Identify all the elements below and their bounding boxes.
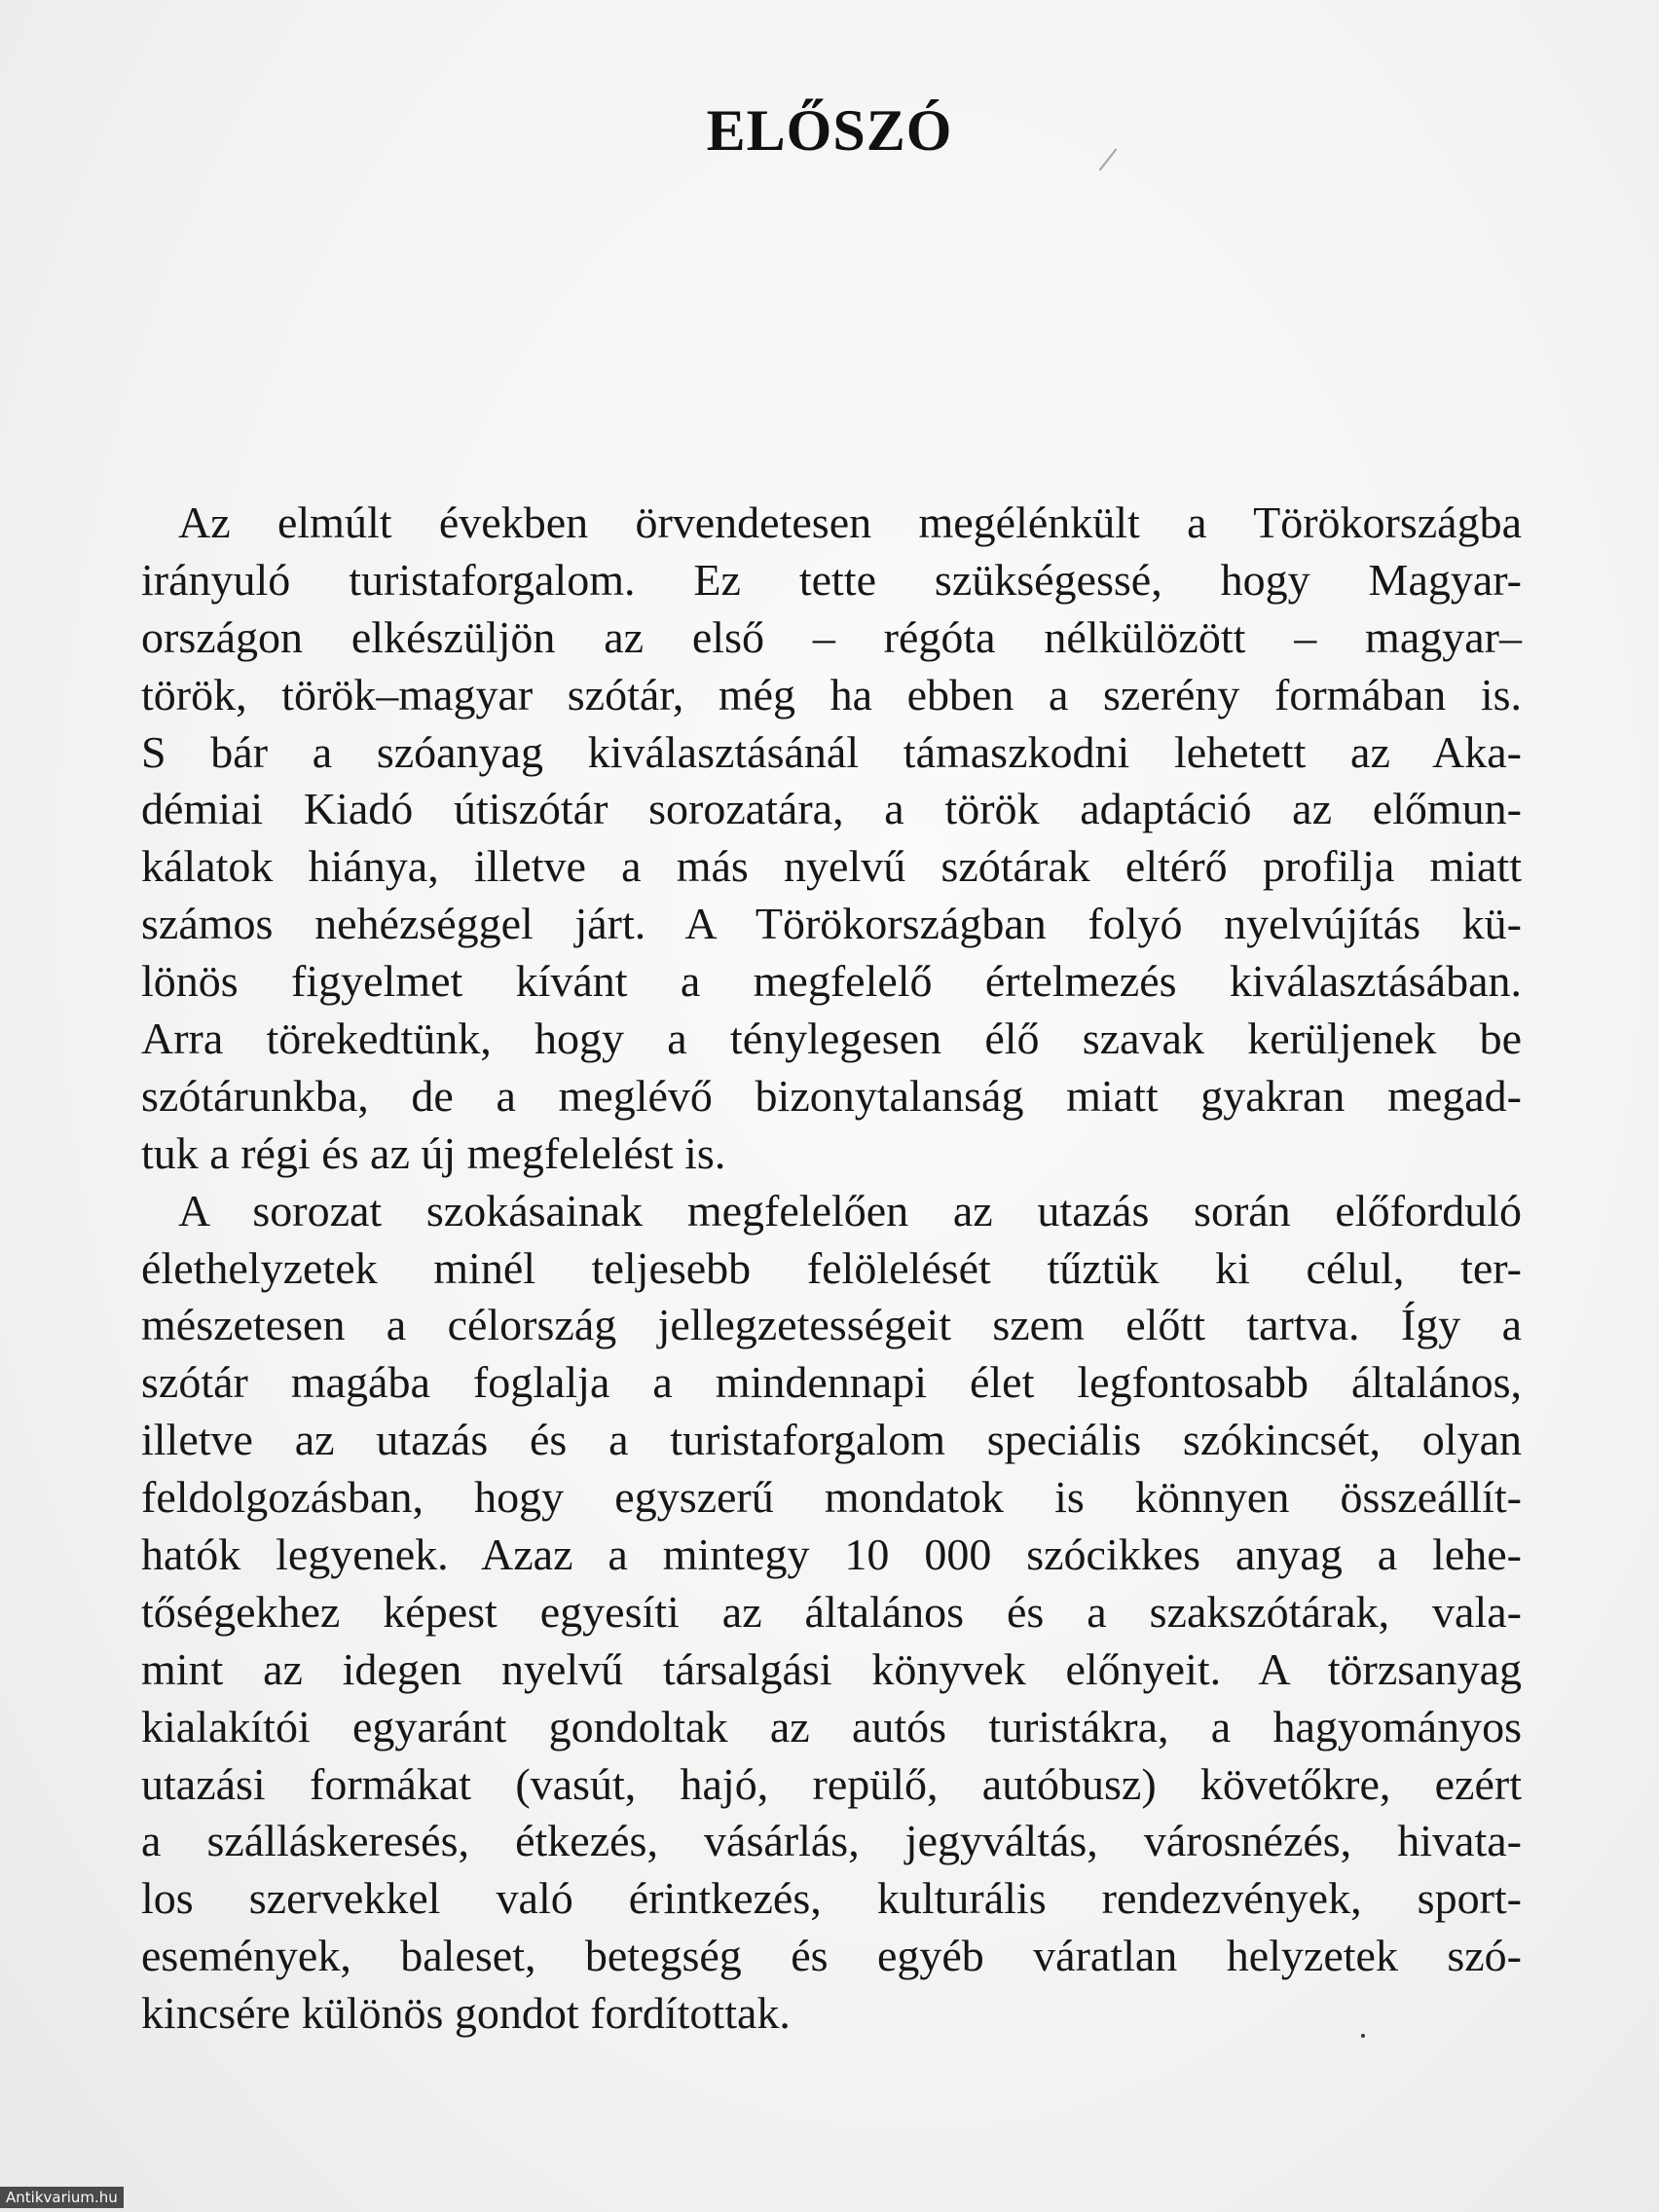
preface-body bbox=[141, 495, 1522, 2043]
text-line: kálatok hiánya, illetve a más nyelvű szótárak eltérő profilja miatt bbox=[141, 841, 1522, 892]
text-line: illetve az utazás és a turistaforgalom speciális szókincsét, olyan bbox=[141, 1415, 1522, 1465]
text-line: A sorozat szokásainak megfelelően az utazás során előforduló bbox=[178, 1185, 1522, 1235]
text-line: Az elmúlt években örvendetesen megélénkült a Törökországba bbox=[178, 498, 1522, 547]
text-line: számos nehézséggel járt. A Törökországban folyó nyelvújítás kü- bbox=[141, 899, 1522, 949]
text-line: S bár a szóanyag kiválasztásánál támaszkodni lehetett az Aka- bbox=[141, 726, 1522, 777]
text-line: mészetesen a célország jellegzetességeit szem előtt tartva. Így a bbox=[141, 1300, 1522, 1350]
text-line: események, baleset, betegség és egyéb váratlan helyzetek szó- bbox=[141, 1931, 1522, 1981]
text-line: kincsére különös gondot fordítottak. bbox=[141, 1988, 791, 2039]
text-line: hatók legyenek. Azaz a mintegy 10 000 szócikkes anyag a lehe- bbox=[141, 1530, 1522, 1580]
text-line: a szálláskeresés, étkezés, vásárlás, jegyváltás, városnézés, hivata- bbox=[141, 1816, 1522, 1866]
ink-dot bbox=[1361, 2034, 1365, 2038]
text-line: tőségekhez képest egyesíti az általános és a szakszótárak, vala- bbox=[141, 1586, 1522, 1637]
page-title: ELŐSZÓ bbox=[706, 98, 953, 163]
text-line: Arra törekedtünk, hogy a ténylegesen élő szavak kerüljenek be bbox=[141, 1014, 1522, 1064]
text-line: irányuló turistaforgalom. Ez tette szükségessé, hogy Magyar- bbox=[141, 554, 1522, 605]
text-line: lönös figyelmet kívánt a megfelelő értelmezés kiválasztásában. bbox=[141, 956, 1522, 1007]
text-line: feldolgozásban, hogy egyszerű mondatok is könnyen összeállít- bbox=[141, 1472, 1522, 1523]
text-line: szótárunkba, de a meglévő bizonytalanság miatt gyakran megad- bbox=[141, 1070, 1522, 1121]
watermark: Antikvarium.hu bbox=[0, 2187, 124, 2208]
text-line: szótár magába foglalja a mindennapi élet legfontosabb általános, bbox=[141, 1357, 1522, 1408]
text-line: mint az idegen nyelvű társalgási könyvek előnyeit. A törzsanyag bbox=[141, 1643, 1522, 1694]
text-line: kialakítói egyaránt gondoltak az autós turistákra, a hagyományos bbox=[141, 1701, 1522, 1751]
text-line: országon elkészüljön az első – régóta nélkülözött – magyar– bbox=[141, 611, 1522, 662]
text-line: tuk a régi és az új megfelelést is. bbox=[141, 1127, 726, 1178]
text-line: utazási formákat (vasút, hajó, repülő, autóbusz) követőkre, ezért bbox=[141, 1758, 1522, 1809]
text-line: török, török–magyar szótár, még ha ebben a szerény formában is. bbox=[141, 669, 1522, 719]
text-line: los szervekkel való érintkezés, kulturális rendezvények, sport- bbox=[141, 1873, 1522, 1924]
text-line: élethelyzetek minél teljesebb felölelését tűztük ki célul, ter- bbox=[141, 1242, 1522, 1293]
text-line: démiai Kiadó útiszótár sorozatára, a török adaptáció az előmun- bbox=[141, 784, 1522, 834]
